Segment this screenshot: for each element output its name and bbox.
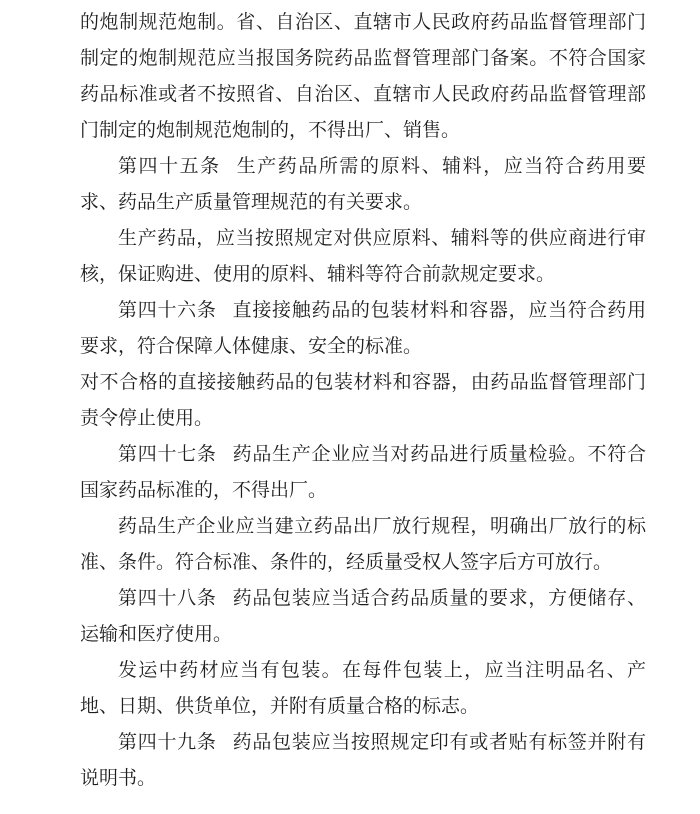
article-46-paragraph-2 (80, 364, 646, 436)
paragraph-text: 药品包装应当按照规定印有或者贴有标签并附有说明书。 (80, 731, 646, 789)
paragraph-text: 发运中药材应当有包装。在每件包装上，应当注明品名、产地、日期、供货单位，并附有质量合格的标志。 (80, 659, 646, 717)
paragraph-text: 直接接触药品的包装材料和容器，应当符合药用要求，符合保障人体健康、安全的标准。 (80, 299, 646, 357)
paragraph-continuation (80, 4, 646, 148)
paragraph-text: 生产药品，应当按照规定对供应原料、辅料等的供应商进行审核，保证购进、使用的原料、辅料等符合前款规定要求。 (80, 227, 646, 285)
article-number: 第四十七条 (118, 443, 217, 465)
paragraph-text: 药品生产企业应当建立药品出厂放行规程，明确出厂放行的标准、条件。符合标准、条件的，经质量受权人签字后方可放行。 (80, 515, 646, 573)
paragraph-text: 对不合格的直接接触药品的包装材料和容器，由药品监督管理部门责令停止使用。 (80, 371, 646, 429)
paragraph-text: 药品包装应当适合药品质量的要求，方便储存、运输和医疗使用。 (80, 587, 646, 645)
article-48 (80, 580, 646, 652)
article-number: 第四十五条 (118, 155, 221, 177)
article-45-paragraph-2 (80, 220, 646, 292)
article-number: 第四十八条 (118, 587, 217, 609)
paragraph-text: 生产药品所需的原料、辅料，应当符合药用要求、药品生产质量管理规范的有关要求。 (80, 155, 646, 213)
article-45 (80, 148, 646, 220)
article-48-paragraph-2 (80, 652, 646, 724)
article-49 (80, 724, 646, 796)
article-46 (80, 292, 646, 364)
paragraph-text: 的炮制规范炮制。省、自治区、直辖市人民政府药品监督管理部门制定的炮制规范应当报国务院药品监督管理部门备案。不符合国家药品标准或者不按照省、自治区、直辖市人民政府药品监督管理部门制定的炮制规范炮制的，不得出厂、销售。 (80, 11, 646, 141)
paragraph-text: 药品生产企业应当对药品进行质量检验。不符合国家药品标准的，不得出厂。 (80, 443, 646, 501)
article-47 (80, 436, 646, 508)
article-47-paragraph-2 (80, 508, 646, 580)
article-number: 第四十六条 (118, 299, 217, 321)
article-number: 第四十九条 (118, 731, 217, 753)
